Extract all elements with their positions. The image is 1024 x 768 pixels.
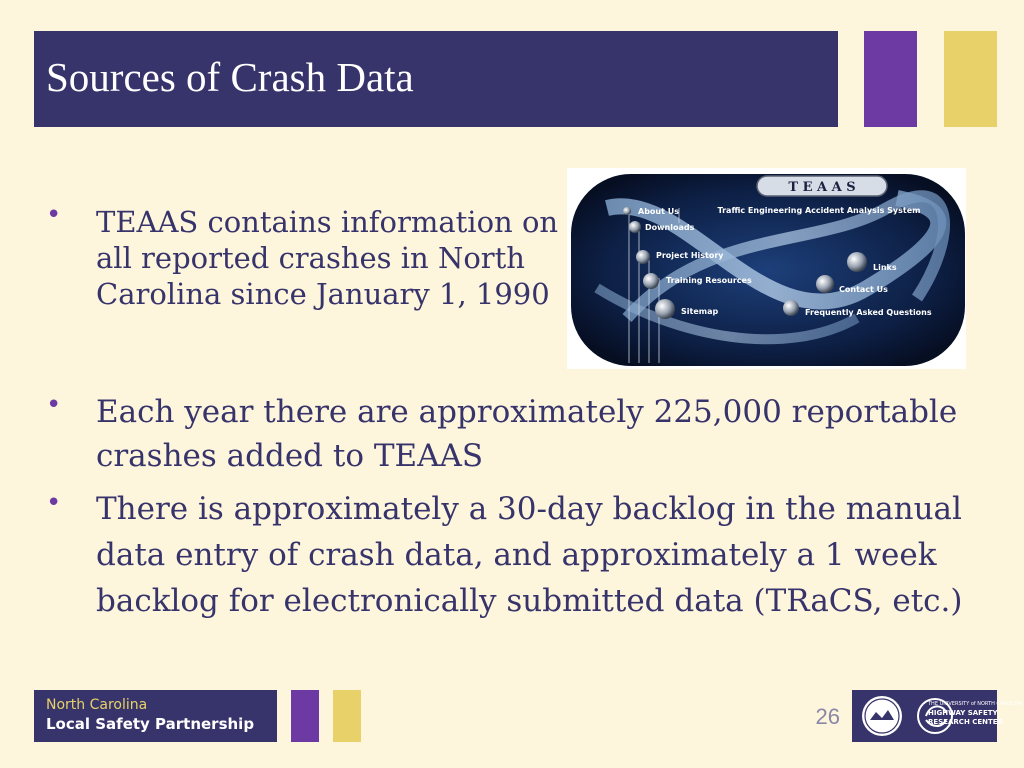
- teaas-subtitle: Traffic Engineering Accident Analysis System: [717, 206, 921, 215]
- teaas-menu-about-us: About Us: [638, 207, 679, 216]
- teaas-website-image: [567, 168, 966, 369]
- teaas-website-graphic: [567, 168, 966, 369]
- bullet-backlog: There is approximately a 30-day backlog in the manual data entry of crash data, and approximately a 1 week backlog for electronically submitted data (TRaCS, etc.): [96, 491, 963, 619]
- teaas-logo-text: T E A A S: [788, 180, 856, 195]
- footer-square-purple: [291, 690, 319, 742]
- slide-title: Sources of Crash Data: [46, 54, 414, 100]
- footer-logo-line2: Local Safety Partnership: [46, 715, 255, 733]
- footer-logo-line1: North Carolina: [46, 697, 148, 713]
- hsrc-line3: RESEARCH CENTER: [928, 718, 1003, 726]
- bullet-marker-3: •: [46, 488, 62, 518]
- teaas-menu-faq: Frequently Asked Questions: [805, 308, 932, 317]
- teaas-menu-training-resources: Training Resources: [666, 276, 752, 285]
- page-number: 26: [815, 704, 840, 729]
- nc-local-safety-partnership-logo: [34, 690, 277, 742]
- bullet-yearly-crashes: Each year there are approximately 225,000 reportable crashes added to TEAAS: [96, 394, 958, 474]
- title-bar: [34, 31, 838, 127]
- teaas-menu-links: Links: [873, 263, 897, 272]
- decor-square-purple: [864, 31, 917, 127]
- bullet-marker-1: •: [46, 200, 62, 230]
- hsrc-logo-text: [928, 700, 1023, 727]
- hsrc-line1: THE UNIVERSITY of NORTH CAROLINA: [928, 701, 1023, 707]
- hsrc-line2: HIGHWAY SAFETY: [928, 709, 998, 717]
- footer-partner-logos: [852, 690, 1023, 742]
- teaas-menu-downloads: Downloads: [645, 223, 695, 232]
- footer-square-gold: [333, 690, 361, 742]
- bullet-marker-2: •: [46, 390, 62, 420]
- bullet-teaas-info: TEAAS contains information on all reported crashes in North Carolina since January 1, 1990: [96, 205, 559, 311]
- decor-square-gold: [944, 31, 997, 127]
- teaas-menu-sitemap: Sitemap: [681, 307, 719, 316]
- teaas-menu-contact-us: Contact Us: [839, 285, 888, 294]
- teaas-menu-project-history: Project History: [656, 251, 724, 260]
